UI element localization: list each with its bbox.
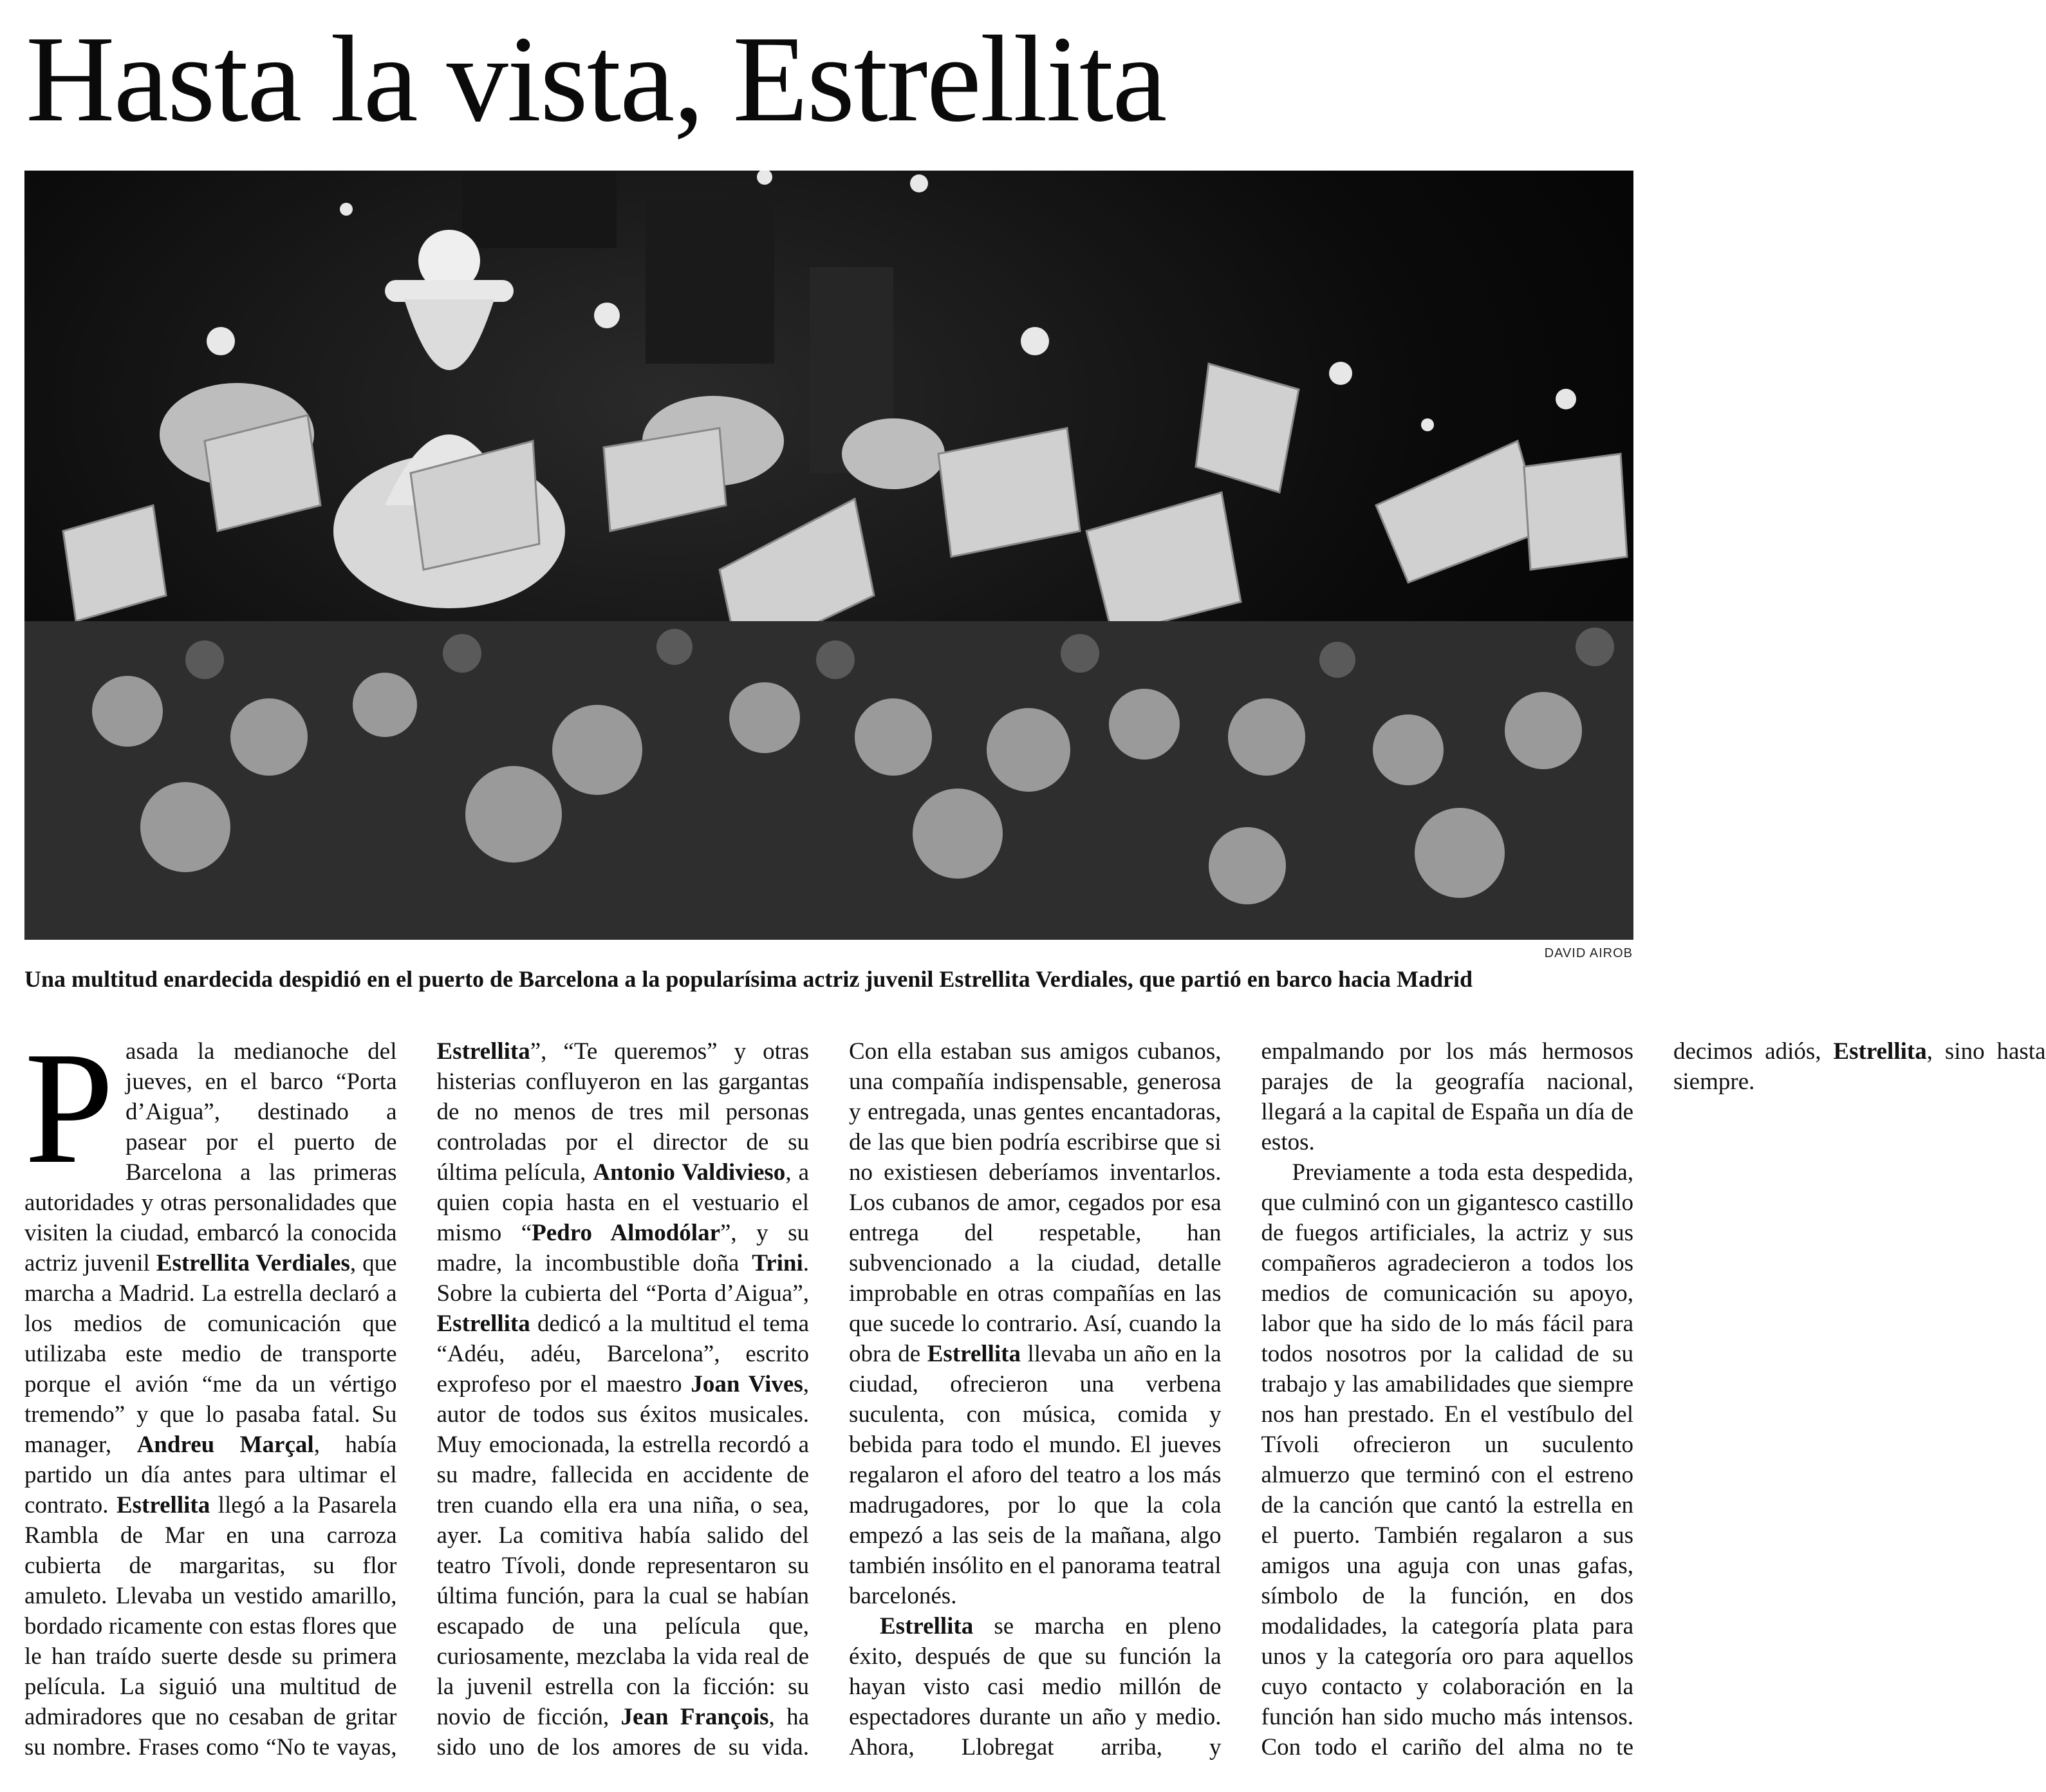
photo-caption: Una multitud enardecida despidió en el puerto de Barcelona a la popularísima actriz juvenil Estrellita Verdiales, que partió en barco hacia Madrid (24, 966, 1473, 992)
bold-name: Pedro Almodólar (532, 1220, 720, 1246)
text-run: , ha sido uno de los amores de su vida. Con ella estaban sus amigos cubanos, una compañía indispensable, generosa y entregada, unas gentes encantadoras, de las que bien podría escribirse que si no existiesen deberíamos inventarlos. Los cubanos de amor, cegados por esa entrega del respetable, han subvencionado a la ciudad, detalle improbable en otras compañías en las que sucede lo contrario. Así, cuando la obra de (436, 1038, 1222, 1760)
text-run: , sino hasta siempre. (1673, 1038, 2046, 1095)
text-run: , que marcha a Madrid. La estrella declaró a los medios de comunicación que utilizaba este medio de transporte porque el avión “me da un vértigo tremendo” y que lo pasaba fatal. Su manager, (24, 1250, 397, 1458)
bold-name: Estrellita (1833, 1038, 1927, 1065)
bold-name: Estrellita (927, 1341, 1021, 1367)
text-run: . Sobre la cubierta del “Porta d’Aigua”, (436, 1250, 809, 1307)
crowd-photo (24, 171, 1633, 940)
text-run: se marcha en pleno éxito, después de que su función la hayan visto casi medio millón de espectadores durante un año y medio. Ahora, Llobregat arriba, y empalmando por los más hermosos parajes de la geografía nacional, llegará a la capital de España un día de estos. (849, 1038, 1633, 1760)
photo-credit: DAVID AIROB (1544, 946, 1633, 960)
text-run: asada la medianoche del jueves, en el barco “Porta d’Aigua”, destinado a pasear por el puerto de Barcelona a las primeras autoridades y otras personalidades que visiten la ciudad, embarcó la conocida actriz juvenil (24, 1038, 397, 1276)
bold-name: Estrellita (880, 1613, 974, 1639)
bold-name: Jean François (620, 1704, 769, 1730)
bold-name: Estrellita (436, 1038, 530, 1065)
article-body (24, 1019, 2046, 1786)
bold-name: Estrellita (116, 1492, 210, 1518)
text-run: dedicó a la multitud el tema “Adéu, adéu, Barcelona”, escrito exprofeso por el maestro (436, 1311, 809, 1397)
text-run: , había partido un día antes para ultimar el contrato. (24, 1432, 397, 1518)
bold-name: Andreu Marçal (136, 1432, 314, 1458)
bold-name: Trini (752, 1250, 803, 1276)
bold-name: Estrellita Verdiales (156, 1250, 350, 1276)
bold-name: Antonio Valdivieso (593, 1159, 786, 1186)
text-run: ”, y su madre, la incombustible doña (436, 1220, 809, 1276)
text-run: , autor de todos sus éxitos musicales. Muy emocionada, la estrella recordó a su madre, fallecida en accidente de tren cuando ella era una niña, o sea, ayer. La comitiva había salido del teatro Tívoli, donde representaron su última función, para la cual se habían escapado de una película que, curiosamente, mezclaba la vida real de la juvenil estrella con la ficción: su novio de ficción, (436, 1371, 809, 1730)
text-run: Previamente a toda esta despedida, que culminó con un gigantesco castillo de fuegos artificiales, la actriz y sus compañeros agradecieron a todos los medios de comunicación su apoyo, labor que ha sido de lo más fácil para todos nosotros por la calidad de su trabajo y las amabilidades que siempre nos han prestado. En el vestíbulo del Tívoli ofrecieron un suculento almuerzo que terminó con el estreno de la canción que cantó la estrella en el puerto. También regalaron a sus amigos una aguja con unas gafas, símbolo de la función, en dos modalidades, la categoría plata para unos y la categoría oro para aquellos cuyo contacto y colaboración en la función han sido mucho más intensos. Con todo el cariño del alma no te decimos adiós, (1261, 1038, 1834, 1760)
text-run: llevaba un año en la ciudad, ofrecieron una verbena suculenta, con música, comida y bebida para todo el mundo. El jueves regalaron el aforo del teatro a los más madrugadores, por lo que la cola empezó a las seis de la mañana, algo también insólito en el panorama teatral barcelonés. (849, 1341, 1222, 1609)
drop-cap: P (24, 1019, 115, 1197)
headline: Hasta la vista, Estrellita (26, 10, 1166, 147)
bold-name: Joan Vives (691, 1371, 803, 1397)
text-run: ”, “Te queremos” y otras histerias confluyeron en las gargantas de no menos de tres mil personas controladas por el director de su última película, (436, 1038, 809, 1186)
bold-name: Estrellita (436, 1311, 530, 1337)
crowd-photo-illustration (24, 171, 1633, 940)
text-run: , a quien copia hasta en el vestuario el mismo “ (436, 1159, 809, 1246)
text-run: llegó a la Pasarela Rambla de Mar en una carroza cubierta de margaritas, su flor amuleto. Llevaba un vestido amarillo, bordado ricamente con estas flores que le han traído suerte desde su primera película. La siguió una multitud de admiradores que no cesaban de gritar su nombre. Frases como “No te vayas, (24, 1492, 397, 1760)
